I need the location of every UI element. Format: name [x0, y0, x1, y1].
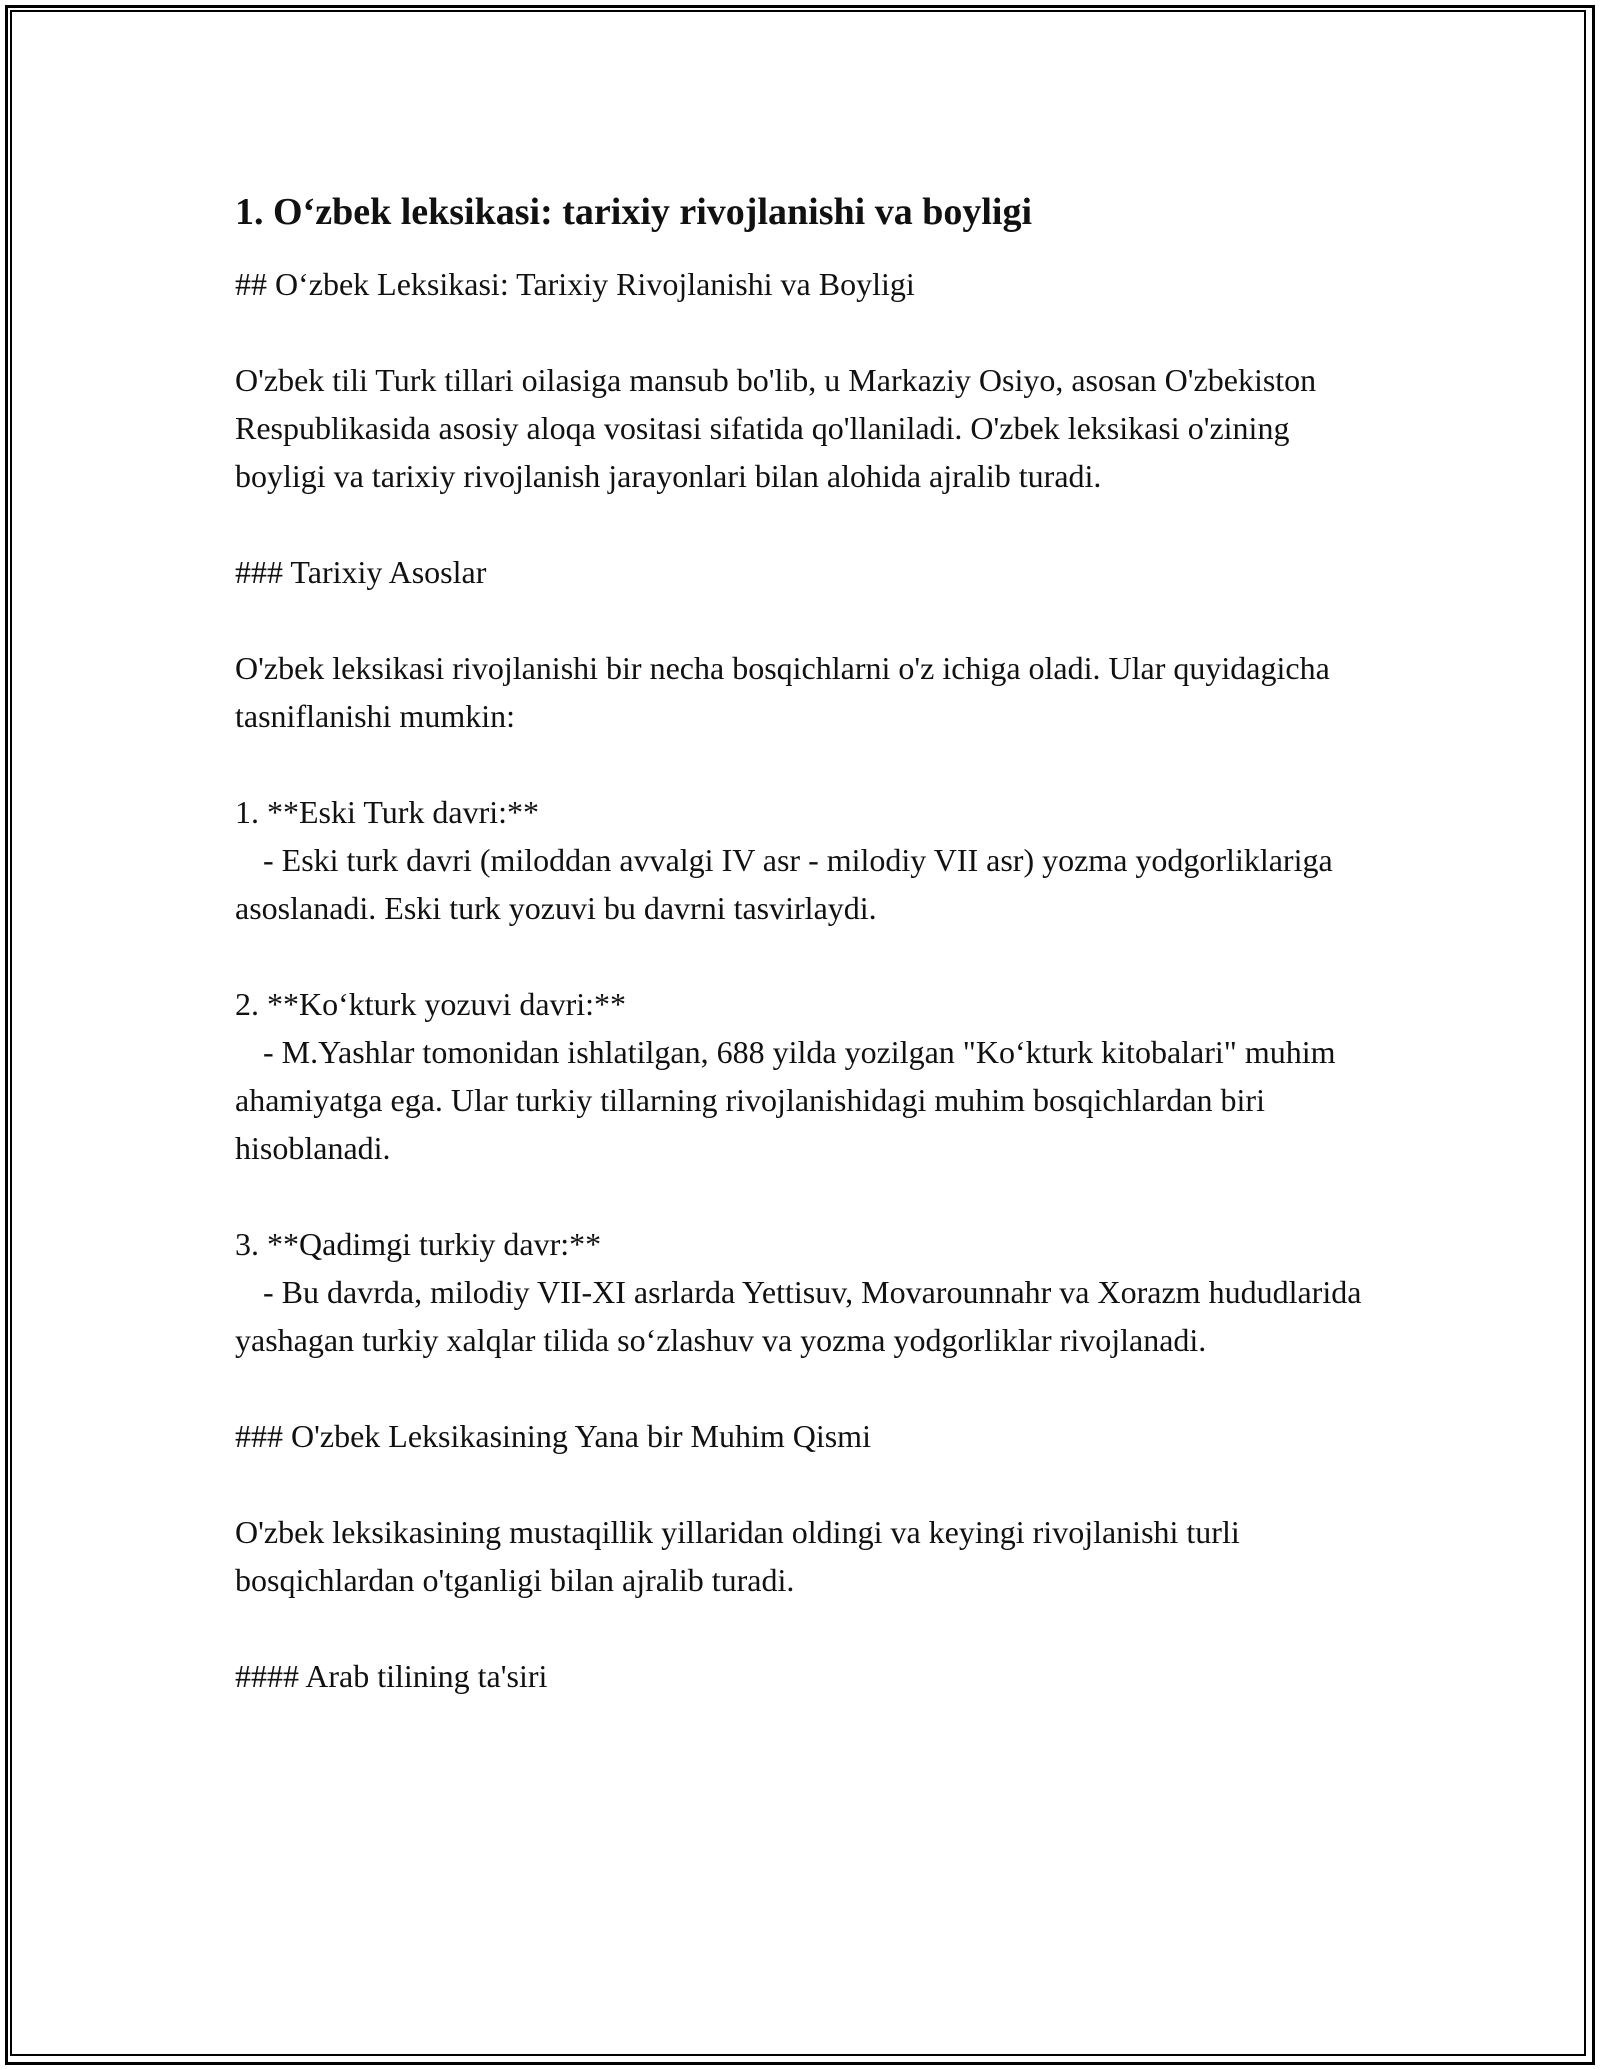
list-item-head: 3. **Qadimgi turkiy davr:**	[235, 1226, 602, 1262]
list-item-body: - M.Yashlar tomonidan ishlatilgan, 688 yilda yozilgan "Ko‘kturk kitobalari" muhim ahamiyatga ega. Ular turkiy tillarning rivojlanishidagi muhim bosqichlardan biri hisoblanadi.	[235, 1034, 1336, 1166]
part-intro-paragraph: O'zbek leksikasining mustaqillik yillaridan oldingi va keyingi rivojlanishi turli bosqichlardan o'tganligi bilan ajralib turadi.	[235, 1514, 1248, 1598]
markdown-h3-part: ### O'zbek Leksikasining Yana bir Muhim Qismi	[235, 1418, 871, 1454]
list-item-body: - Bu davrda, milodiy VII-XI asrlarda Yettisuv, Movarounnahr va Xorazm hududlarida yashagan turkiy xalqlar tilida so‘zlashuv va yozma yodgorliklar rivojlanadi.	[235, 1274, 1362, 1358]
markdown-h3-history: ### Tarixiy Asoslar	[235, 554, 487, 590]
markdown-h2-line: ## O‘zbek Leksikasi: Tarixiy Rivojlanishi va Boyligi	[235, 266, 915, 302]
list-item-head: 1. **Eski Turk davri:**	[235, 794, 540, 830]
list-item-head: 2. **Ko‘kturk yozuvi davri:**	[235, 986, 627, 1022]
document-body	[235, 188, 1375, 1748]
intro-paragraph: O'zbek tili Turk tillari oilasiga mansub bo'lib, u Markaziy Osiyo, asosan O'zbekiston Respublikasida asosiy aloqa vositasi sifatida qo'llaniladi. O'zbek leksikasi o'zining boyligi va tarixiy rivojlanish jarayonlari bilan alohida ajralib turadi.	[235, 362, 1325, 494]
history-intro-paragraph: O'zbek leksikasi rivojlanishi bir necha bosqichlarni o'z ichiga oladi. Ular quyidagicha tasniflanishi mumkin:	[235, 650, 1338, 734]
markdown-h4-arab: #### Arab tilining ta'siri	[235, 1658, 548, 1694]
document-title: 1. O‘zbek leksikasi: tarixiy rivojlanishi va boyligi	[235, 191, 1032, 233]
list-item-body: - Eski turk davri (miloddan avvalgi IV asr - milodiy VII asr) yozma yodgorliklariga asoslanadi. Eski turk yozuvi bu davrni tasvirlaydi.	[235, 842, 1333, 926]
